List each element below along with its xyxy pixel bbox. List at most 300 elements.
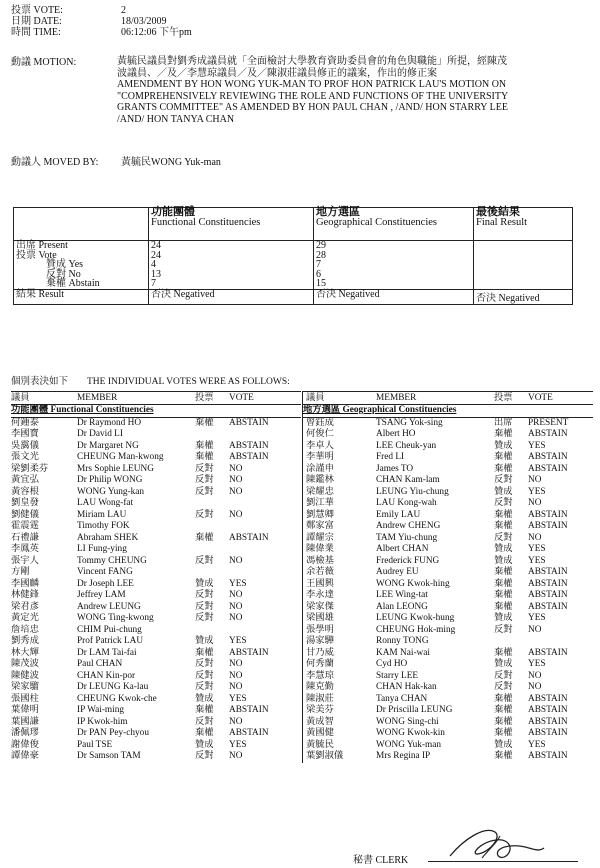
member-english-name: Emily LAU xyxy=(376,509,421,520)
vote-english: NO xyxy=(229,601,243,612)
member-chinese-name: 張國柱 xyxy=(11,693,39,704)
member-english-name: Audrey EU xyxy=(376,567,419,577)
member-vote-row xyxy=(303,579,593,591)
member-vote-row xyxy=(11,648,301,660)
vote-chinese: 棄權 xyxy=(494,567,513,577)
member-chinese-name: 余若薇 xyxy=(306,567,334,577)
member-vote-row xyxy=(303,429,593,441)
votes-header: 議員 MEMBER 投票 VOTE xyxy=(303,391,593,405)
clerk-label: 秘書 CLERK xyxy=(353,855,409,866)
member-english-name: WONG Kwok-hing xyxy=(376,578,450,589)
vote-english: ABSTAIN xyxy=(528,509,568,520)
vote-english: YES xyxy=(528,613,546,623)
member-chinese-name: 王國興 xyxy=(306,578,334,589)
member-vote-row xyxy=(11,464,301,476)
member-english-name: LAU Wong-fat xyxy=(77,498,134,508)
vote-english: NO xyxy=(229,751,243,761)
member-english-name: Fred LI xyxy=(376,452,405,462)
vote-english: ABSTAIN xyxy=(229,705,269,715)
member-english-name: Albert CHAN xyxy=(376,544,429,554)
vote-chinese: 反對 xyxy=(494,682,513,692)
member-english-name: CHAN Hak-kan xyxy=(376,682,437,692)
member-english-name: CHEUNG Kwok-che xyxy=(77,693,157,704)
vote-chinese xyxy=(195,429,229,441)
vote-chinese: 棄權 xyxy=(494,590,513,600)
member-chinese-name: 梁耀忠 xyxy=(306,486,334,497)
member-chinese-name: 劉秀成 xyxy=(11,636,39,646)
member-english-name: KAM Nai-wai xyxy=(376,647,430,658)
vote-chinese: 贊成 xyxy=(195,739,214,750)
member-vote-row xyxy=(303,521,593,533)
vote-chinese: 反對 xyxy=(195,659,214,669)
member-english-name: Alan LEONG xyxy=(376,601,428,612)
member-vote-row xyxy=(303,705,593,717)
member-chinese-name: 甘乃威 xyxy=(306,647,334,658)
motion-label: 動議 MOTION: xyxy=(11,57,77,68)
vote-english: YES xyxy=(229,636,247,646)
member-chinese-name: 梁美芬 xyxy=(306,705,334,715)
member-chinese-name: 涂謹申 xyxy=(306,463,334,474)
member-chinese-name: 潘佩璆 xyxy=(11,728,39,738)
member-english-name: Jeffrey LAM xyxy=(77,590,126,600)
member-vote-row xyxy=(11,567,301,579)
vote-chinese: 贊成 xyxy=(494,440,513,451)
group-title: 功能團體 Functional Constituencies xyxy=(11,405,301,418)
moved-by-label: 動議人 MOVED BY: xyxy=(11,157,99,168)
member-vote-row xyxy=(303,751,593,763)
member-vote-row xyxy=(11,659,301,671)
results-table xyxy=(13,207,573,305)
vote-english: YES xyxy=(229,739,247,750)
member-english-name: Abraham SHEK xyxy=(77,532,139,543)
vote-chinese: 出席 xyxy=(494,417,513,428)
member-chinese-name: 黃定光 xyxy=(11,613,39,623)
member-english-name: CHIM Pui-chung xyxy=(77,624,142,635)
member-english-name: Timothy FOK xyxy=(77,521,130,531)
member-english-name: IP Kwok-him xyxy=(77,716,128,727)
vote-chinese: 棄權 xyxy=(494,521,513,531)
member-english-name: Albert HO xyxy=(376,429,416,439)
member-chinese-name: 劉慧卿 xyxy=(306,509,334,520)
member-vote-row xyxy=(11,533,301,545)
vote-english: PRESENT xyxy=(528,417,569,428)
member-chinese-name: 何鍾泰 xyxy=(11,417,39,428)
individual-votes-title: 個別表決如下 THE INDIVIDUAL VOTES WERE AS FOLLOWS: xyxy=(11,377,290,387)
member-english-name: Tanya CHAN xyxy=(376,693,428,704)
member-vote-row xyxy=(303,717,593,729)
results-row-no: 反對 No 13 6 xyxy=(14,270,573,280)
member-vote-row xyxy=(303,740,593,752)
member-english-name: CHAN Kam-lam xyxy=(376,475,440,485)
geographical-votes-column xyxy=(302,391,593,763)
vote-chinese: 棄權 xyxy=(195,728,214,738)
results-row-vote: 投票 Vote 24 28 xyxy=(14,251,573,261)
member-english-name: Ronny TONG xyxy=(376,636,429,646)
member-vote-row xyxy=(303,441,593,453)
member-english-name: CHEUNG Man-kwong xyxy=(77,452,164,462)
vote-chinese: 反對 xyxy=(195,670,214,681)
vote-chinese: 反對 xyxy=(494,532,513,543)
member-english-name: Cyd HO xyxy=(376,659,408,669)
member-vote-row xyxy=(11,475,301,487)
vote-chinese: 棄權 xyxy=(494,716,513,727)
member-english-name: TSANG Yok-sing xyxy=(376,417,443,428)
vote-english: YES xyxy=(528,544,546,554)
member-english-name: James TO xyxy=(376,463,414,474)
member-english-name: Prof Patrick LAU xyxy=(77,636,144,646)
member-english-name: Dr Samson TAM xyxy=(77,751,141,761)
member-english-name: Mrs Sophie LEUNG xyxy=(77,463,154,474)
vote-english: ABSTAIN xyxy=(229,647,269,658)
vote-chinese xyxy=(195,567,229,579)
member-chinese-name: 湯家驊 xyxy=(306,636,334,646)
member-chinese-name: 梁家騮 xyxy=(11,682,39,692)
member-vote-row xyxy=(11,636,301,648)
member-chinese-name: 葉劉淑儀 xyxy=(306,751,344,761)
member-vote-row xyxy=(11,625,301,637)
vote-english: NO xyxy=(528,670,542,681)
motion-line: "COMPREHENSIVELY REVIEWING THE ROLE AND FUNCTIONS OF THE UNIVERSITY xyxy=(117,90,509,102)
member-english-name: Tommy CHEUNG xyxy=(77,555,147,566)
clerk-signature xyxy=(440,818,550,866)
member-english-name: Paul TSE xyxy=(77,739,113,750)
member-vote-row xyxy=(11,429,301,441)
member-vote-row xyxy=(303,556,593,568)
member-chinese-name: 梁君彥 xyxy=(11,601,39,612)
vote-chinese: 反對 xyxy=(195,555,214,566)
vote-number: 2 xyxy=(121,5,126,16)
vote-chinese: 反對 xyxy=(494,670,513,681)
vote-english: NO xyxy=(229,659,243,669)
member-chinese-name: 陳茂波 xyxy=(11,659,39,669)
motion-line: 黃毓民議員對劉秀成議員就「全面檢討大學教育資助委員會的角色與職能」所提，經陳茂 xyxy=(117,56,507,67)
member-chinese-name: 劉健儀 xyxy=(11,509,39,520)
vote-chinese xyxy=(195,544,229,556)
member-vote-row xyxy=(11,510,301,522)
member-english-name: LI Fung-ying xyxy=(77,544,127,554)
vote-english: ABSTAIN xyxy=(528,728,568,738)
motion-line: /AND/ HON TANYA CHAN xyxy=(117,113,235,125)
member-english-name: LEUNG Kwok-hung xyxy=(376,613,455,623)
member-english-name: Vincent FANG xyxy=(77,567,133,577)
vote-english xyxy=(229,521,299,533)
member-vote-row xyxy=(303,418,593,430)
member-chinese-name: 葉國謙 xyxy=(11,716,39,727)
vote-chinese: 棄權 xyxy=(195,417,214,428)
member-chinese-name: 李華明 xyxy=(306,452,334,462)
vote-english: YES xyxy=(528,486,546,497)
group-title: 地方選區 Geographical Constituencies xyxy=(303,405,593,418)
vote-chinese: 棄權 xyxy=(195,440,214,451)
member-vote-row xyxy=(303,498,593,510)
member-chinese-name: 林大輝 xyxy=(11,647,39,658)
moved-by-value: 黃毓民WONG Yuk-man xyxy=(121,157,221,168)
member-chinese-name: 梁劉柔芬 xyxy=(11,463,49,474)
member-vote-row xyxy=(11,602,301,614)
functional-votes-column xyxy=(11,391,301,763)
vote-chinese: 反對 xyxy=(195,475,214,485)
member-chinese-name: 張學明 xyxy=(306,624,334,635)
member-english-name: LEE Cheuk-yan xyxy=(376,440,437,451)
vote-english: NO xyxy=(528,532,542,543)
vote-english: ABSTAIN xyxy=(528,590,568,600)
vote-english: ABSTAIN xyxy=(229,532,269,543)
vote-english: ABSTAIN xyxy=(528,601,568,612)
vote-chinese: 棄權 xyxy=(494,705,513,715)
vote-english: NO xyxy=(528,498,542,508)
vote-chinese: 贊成 xyxy=(195,636,214,646)
vote-chinese: 反對 xyxy=(494,475,513,485)
vote-chinese: 反對 xyxy=(195,682,214,692)
member-english-name: Andrew CHENG xyxy=(376,521,441,531)
vote-chinese: 棄權 xyxy=(195,532,214,543)
member-vote-row xyxy=(11,751,301,763)
member-vote-row xyxy=(303,475,593,487)
member-english-name: Dr PAN Pey-chyou xyxy=(77,728,149,738)
member-chinese-name: 馮檢基 xyxy=(306,555,334,566)
vote-chinese: 贊成 xyxy=(195,693,214,704)
vote-chinese: 棄權 xyxy=(494,728,513,738)
motion-line: GRANTS COMMITTEE" AS AMENDED BY HON PAUL CHAN , /AND/ HON STARRY LEE xyxy=(117,102,508,113)
member-vote-row xyxy=(303,694,593,706)
member-vote-row xyxy=(11,556,301,568)
vote-chinese: 棄權 xyxy=(494,509,513,520)
vote-chinese: 反對 xyxy=(494,498,513,508)
member-english-name: Dr LAM Tai-fai xyxy=(77,647,137,658)
member-chinese-name: 黃國健 xyxy=(306,728,334,738)
member-english-name: WONG Yung-kan xyxy=(77,486,145,497)
vote-chinese: 棄權 xyxy=(195,647,214,658)
member-english-name: CHAN Kin-por xyxy=(77,670,136,681)
vote-english: YES xyxy=(229,693,247,704)
vote-english: NO xyxy=(229,682,243,692)
member-english-name: WONG Sing-chi xyxy=(376,716,439,727)
vote-chinese: 贊成 xyxy=(494,555,513,566)
member-chinese-name: 李國寶 xyxy=(11,429,39,439)
member-chinese-name: 譚偉豪 xyxy=(11,751,39,761)
vote-english xyxy=(528,636,588,648)
vote-english: ABSTAIN xyxy=(528,705,568,715)
member-english-name: WONG Kwok-kin xyxy=(376,728,445,738)
vote-english: ABSTAIN xyxy=(528,751,568,761)
member-chinese-name: 黃成智 xyxy=(306,716,334,727)
member-english-name: Dr Priscilla LEUNG xyxy=(376,705,453,715)
member-chinese-name: 鄭家富 xyxy=(306,521,334,531)
member-english-name: Dr David LI xyxy=(77,429,123,439)
member-chinese-name: 李鳳英 xyxy=(11,544,39,554)
member-chinese-name: 林健鋒 xyxy=(11,590,39,600)
results-row-abstain: 棄權 Abstain 7 15 xyxy=(14,279,573,289)
member-vote-row xyxy=(303,533,593,545)
vote-english: ABSTAIN xyxy=(229,452,269,462)
member-vote-row xyxy=(11,740,301,752)
vote-english: NO xyxy=(229,555,243,566)
date-value: 18/03/2009 xyxy=(121,16,167,27)
member-chinese-name: 劉皇發 xyxy=(11,498,39,508)
vote-english: NO xyxy=(528,624,542,635)
gc-header: 地方選區 Geographical Constituencies xyxy=(314,208,474,241)
member-chinese-name: 李永達 xyxy=(306,590,334,600)
member-chinese-name: 吳靄儀 xyxy=(11,440,39,451)
vote-chinese: 贊成 xyxy=(494,739,513,750)
member-english-name: WONG Ting-kwong xyxy=(77,613,154,623)
time-label: 時間 TIME: xyxy=(11,27,61,38)
vote-chinese xyxy=(494,636,528,648)
vote-english: ABSTAIN xyxy=(528,463,568,474)
member-chinese-name: 劉江華 xyxy=(306,498,334,508)
vote-english: NO xyxy=(229,613,243,623)
member-chinese-name: 李卓人 xyxy=(306,440,334,451)
member-vote-row xyxy=(303,510,593,522)
member-chinese-name: 梁國雄 xyxy=(306,613,334,623)
vote-english: NO xyxy=(229,463,243,474)
vote-chinese: 反對 xyxy=(195,486,214,497)
vote-english: YES xyxy=(528,739,546,750)
vote-english: YES xyxy=(229,578,247,589)
member-vote-row xyxy=(11,487,301,499)
member-english-name: Frederick FUNG xyxy=(376,555,440,566)
member-chinese-name: 謝偉俊 xyxy=(11,739,39,750)
signature-line xyxy=(428,861,578,862)
member-english-name: IP Wai-ming xyxy=(77,705,125,715)
vote-english: ABSTAIN xyxy=(528,521,568,531)
vote-english xyxy=(229,625,299,637)
member-chinese-name: 石禮謙 xyxy=(11,532,39,543)
vote-english: NO xyxy=(229,716,243,727)
vote-chinese xyxy=(195,521,229,533)
vote-english: NO xyxy=(229,475,243,485)
results-row-result: 結果 Result 否決 Negatived 否決 Negatived 否決 Negatived xyxy=(14,289,573,304)
member-vote-row xyxy=(303,636,593,648)
vote-chinese xyxy=(195,498,229,510)
fc-header: 功能團體 Functional Constituencies xyxy=(149,208,314,241)
votes-header: 議員 MEMBER 投票 VOTE xyxy=(11,391,301,405)
member-chinese-name: 陳偉業 xyxy=(306,544,334,554)
member-chinese-name: 黃毓民 xyxy=(306,739,334,750)
vote-chinese: 贊成 xyxy=(195,578,214,589)
vote-english: YES xyxy=(528,659,546,669)
vote-english: NO xyxy=(229,509,243,520)
member-chinese-name: 陳鑑林 xyxy=(306,475,334,485)
member-vote-row xyxy=(11,579,301,591)
member-english-name: Dr Raymond HO xyxy=(77,417,142,428)
member-vote-row xyxy=(303,648,593,660)
member-vote-row xyxy=(303,452,593,464)
motion-text xyxy=(117,56,587,125)
vote-chinese: 棄權 xyxy=(494,693,513,704)
member-chinese-name: 霍震霆 xyxy=(11,521,39,531)
member-vote-row xyxy=(303,487,593,499)
vote-chinese: 棄權 xyxy=(494,647,513,658)
member-english-name: Mrs Regina IP xyxy=(376,751,431,761)
vote-chinese: 贊成 xyxy=(494,486,513,497)
vote-chinese xyxy=(195,625,229,637)
motion-line: 波議員、／及／李慧琼議員／及／陳淑莊議員修正的議案，作出的修正案 xyxy=(117,67,437,79)
vote-chinese: 反對 xyxy=(195,613,214,623)
vote-english: ABSTAIN xyxy=(528,716,568,727)
time-value: 06:12:06 下午pm xyxy=(121,27,192,38)
vote-english: ABSTAIN xyxy=(528,567,568,577)
vote-chinese: 贊成 xyxy=(494,544,513,554)
vote-chinese: 棄權 xyxy=(494,601,513,612)
member-english-name: Dr LEUNG Ka-lau xyxy=(77,682,149,692)
member-english-name: Andrew LEUNG xyxy=(77,601,141,612)
vote-chinese: 反對 xyxy=(195,751,214,761)
vote-chinese: 棄權 xyxy=(494,463,513,474)
member-vote-row xyxy=(11,717,301,729)
vote-chinese: 反對 xyxy=(195,463,214,474)
member-chinese-name: 李國麟 xyxy=(11,578,39,589)
member-vote-row xyxy=(303,613,593,625)
member-vote-row xyxy=(11,613,301,625)
member-vote-row xyxy=(11,590,301,602)
member-chinese-name: 葉偉明 xyxy=(11,705,39,715)
member-vote-row xyxy=(11,694,301,706)
member-chinese-name: 曾鈺成 xyxy=(306,417,334,428)
vote-chinese: 棄權 xyxy=(494,578,513,589)
vote-english: ABSTAIN xyxy=(229,440,269,451)
member-vote-row xyxy=(11,544,301,556)
vote-english: NO xyxy=(528,475,542,485)
vote-english xyxy=(229,567,299,579)
vote-english: ABSTAIN xyxy=(229,728,269,738)
member-vote-row xyxy=(303,682,593,694)
member-chinese-name: 方剛 xyxy=(11,567,30,577)
vote-english: YES xyxy=(528,440,546,451)
member-chinese-name: 何秀蘭 xyxy=(306,659,334,669)
vote-english: ABSTAIN xyxy=(528,578,568,589)
vote-chinese: 反對 xyxy=(195,601,214,612)
vote-english: ABSTAIN xyxy=(528,647,568,658)
motion-line: AMENDMENT BY HON WONG YUK-MAN TO PROF HON PATRICK LAU'S MOTION ON xyxy=(117,79,507,90)
vote-english: NO xyxy=(528,682,542,692)
member-vote-row xyxy=(11,418,301,430)
vote-chinese: 棄權 xyxy=(494,429,513,439)
member-vote-row xyxy=(11,728,301,740)
vote-chinese: 反對 xyxy=(494,624,513,635)
vote-chinese: 贊成 xyxy=(494,659,513,669)
member-vote-row xyxy=(11,498,301,510)
vote-english: NO xyxy=(229,670,243,681)
member-english-name: Dr Philip WONG xyxy=(77,475,143,485)
member-vote-row xyxy=(303,590,593,602)
member-vote-row xyxy=(303,728,593,740)
member-vote-row xyxy=(303,671,593,683)
vote-english: ABSTAIN xyxy=(528,693,568,704)
member-english-name: Starry LEE xyxy=(376,670,419,681)
member-chinese-name: 陳克勤 xyxy=(306,682,334,692)
member-chinese-name: 陳健波 xyxy=(11,670,39,681)
member-vote-row xyxy=(11,671,301,683)
vote-english: ABSTAIN xyxy=(229,417,269,428)
member-english-name: Miriam LAU xyxy=(77,509,127,520)
member-english-name: Dr Margaret NG xyxy=(77,440,139,451)
member-vote-row xyxy=(11,452,301,464)
results-row-present: 出席 Present 24 29 xyxy=(14,241,573,251)
member-vote-row xyxy=(303,659,593,671)
vote-english: YES xyxy=(528,555,546,566)
member-chinese-name: 譚耀宗 xyxy=(306,532,334,543)
member-vote-row xyxy=(11,705,301,717)
member-chinese-name: 張宇人 xyxy=(11,555,39,566)
vote-chinese: 反對 xyxy=(195,716,214,727)
vote-english xyxy=(229,429,299,441)
vote-chinese: 棄權 xyxy=(494,751,513,761)
member-chinese-name: 李慧琼 xyxy=(306,670,334,681)
vote-chinese: 贊成 xyxy=(494,613,513,623)
member-vote-row xyxy=(11,521,301,533)
member-vote-row xyxy=(303,464,593,476)
